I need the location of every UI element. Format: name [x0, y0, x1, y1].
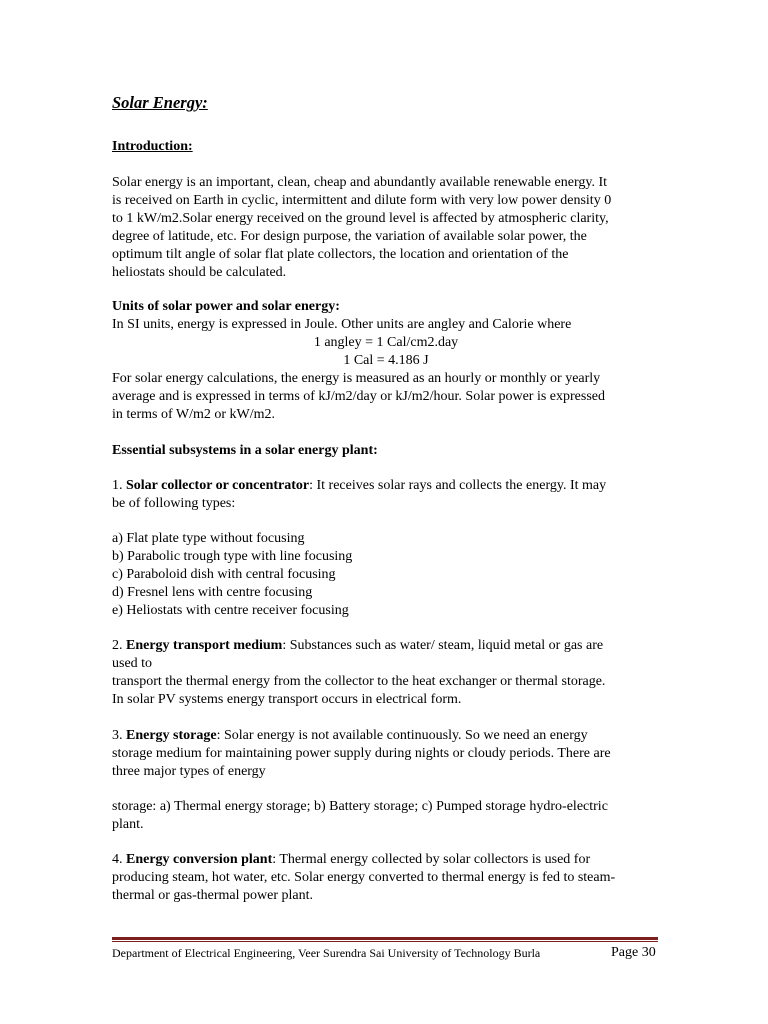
- item-continuation: In solar PV systems energy transport occurs in electrical form.: [112, 692, 462, 707]
- introduction-heading: Introduction:: [112, 139, 193, 154]
- item-continuation: three major types of energy: [112, 764, 266, 779]
- units-line: For solar energy calculations, the energy is measured as an hourly or monthly or yearly: [112, 371, 601, 386]
- item-number: 4.: [112, 852, 126, 867]
- footer-department: Department of Electrical Engineering, Veer Surendra Sai University of Technology Burla: [112, 946, 541, 960]
- collector-type: a) Flat plate type without focusing: [112, 531, 305, 546]
- document-title: Solar Energy:: [112, 93, 208, 112]
- item-term: Solar collector or concentrator: [126, 478, 310, 493]
- document-page: [112, 0, 660, 1024]
- item-energy-conversion: [112, 851, 590, 869]
- item-term: Energy transport medium: [126, 638, 283, 653]
- item-continuation: used to: [112, 656, 153, 671]
- units-heading: Units of solar power and solar energy:: [112, 299, 340, 314]
- item-continuation: producing steam, hot water, etc. Solar energy converted to thermal energy is fed to steam-: [112, 870, 616, 885]
- item-continuation: thermal or gas-thermal power plant.: [112, 888, 313, 903]
- item-solar-collector: [112, 477, 606, 495]
- storage-line: plant.: [112, 817, 144, 832]
- storage-line: storage: a) Thermal energy storage; b) Battery storage; c) Pumped storage hydro-electric: [112, 799, 608, 814]
- subsystems-heading: Essential subsystems in a solar energy plant:: [112, 443, 378, 458]
- item-term: Energy storage: [126, 728, 217, 743]
- item-term: Energy conversion plant: [126, 852, 273, 867]
- equation-calorie: 1 Cal = 4.186 J: [343, 353, 429, 368]
- intro-line: optimum tilt angle of solar flat plate collectors, the location and orientation of the: [112, 247, 569, 262]
- intro-line: is received on Earth in cyclic, intermittent and dilute form with very low power density 0: [112, 193, 612, 208]
- intro-line: degree of latitude, etc. For design purpose, the variation of available solar power, the: [112, 229, 587, 244]
- units-line: in terms of W/m2 or kW/m2.: [112, 407, 276, 422]
- item-energy-transport: [112, 637, 603, 655]
- footer-rule-thick: [112, 937, 658, 940]
- collector-type: c) Paraboloid dish with central focusing: [112, 567, 336, 582]
- item-number: 2.: [112, 638, 126, 653]
- intro-line: to 1 kW/m2.Solar energy received on the ground level is affected by atmospheric clarity,: [112, 211, 609, 226]
- intro-line: heliostats should be calculated.: [112, 265, 287, 280]
- item-continuation: storage medium for maintaining power supply during nights or cloudy periods. There are: [112, 746, 611, 761]
- item-number: 1.: [112, 478, 126, 493]
- item-text: : Substances such as water/ steam, liquid metal or gas are: [282, 638, 604, 653]
- item-continuation: be of following types:: [112, 496, 236, 511]
- equation-angley: 1 angley = 1 Cal/cm2.day: [313, 335, 459, 350]
- footer-page-number: Page 30: [611, 945, 656, 960]
- footer-rule-thin: [112, 941, 658, 942]
- item-energy-storage: [112, 727, 588, 745]
- collector-type: e) Heliostats with centre receiver focusing: [112, 603, 349, 618]
- collector-type: d) Fresnel lens with centre focusing: [112, 585, 313, 600]
- units-line: In SI units, energy is expressed in Joule. Other units are angley and Calorie where: [112, 317, 572, 332]
- item-continuation: transport the thermal energy from the collector to the heat exchanger or thermal storage.: [112, 674, 606, 689]
- units-line: average and is expressed in terms of kJ/m2/day or kJ/m2/hour. Solar power is expressed: [112, 389, 606, 404]
- item-text: : It receives solar rays and collects the energy. It may: [309, 478, 607, 493]
- item-text: : Solar energy is not available continuously. So we need an energy: [216, 728, 588, 743]
- collector-type: b) Parabolic trough type with line focusing: [112, 549, 353, 564]
- intro-line: Solar energy is an important, clean, cheap and abundantly available renewable energy. It: [112, 175, 607, 190]
- item-text: : Thermal energy collected by solar collectors is used for: [272, 852, 591, 867]
- item-number: 3.: [112, 728, 126, 743]
